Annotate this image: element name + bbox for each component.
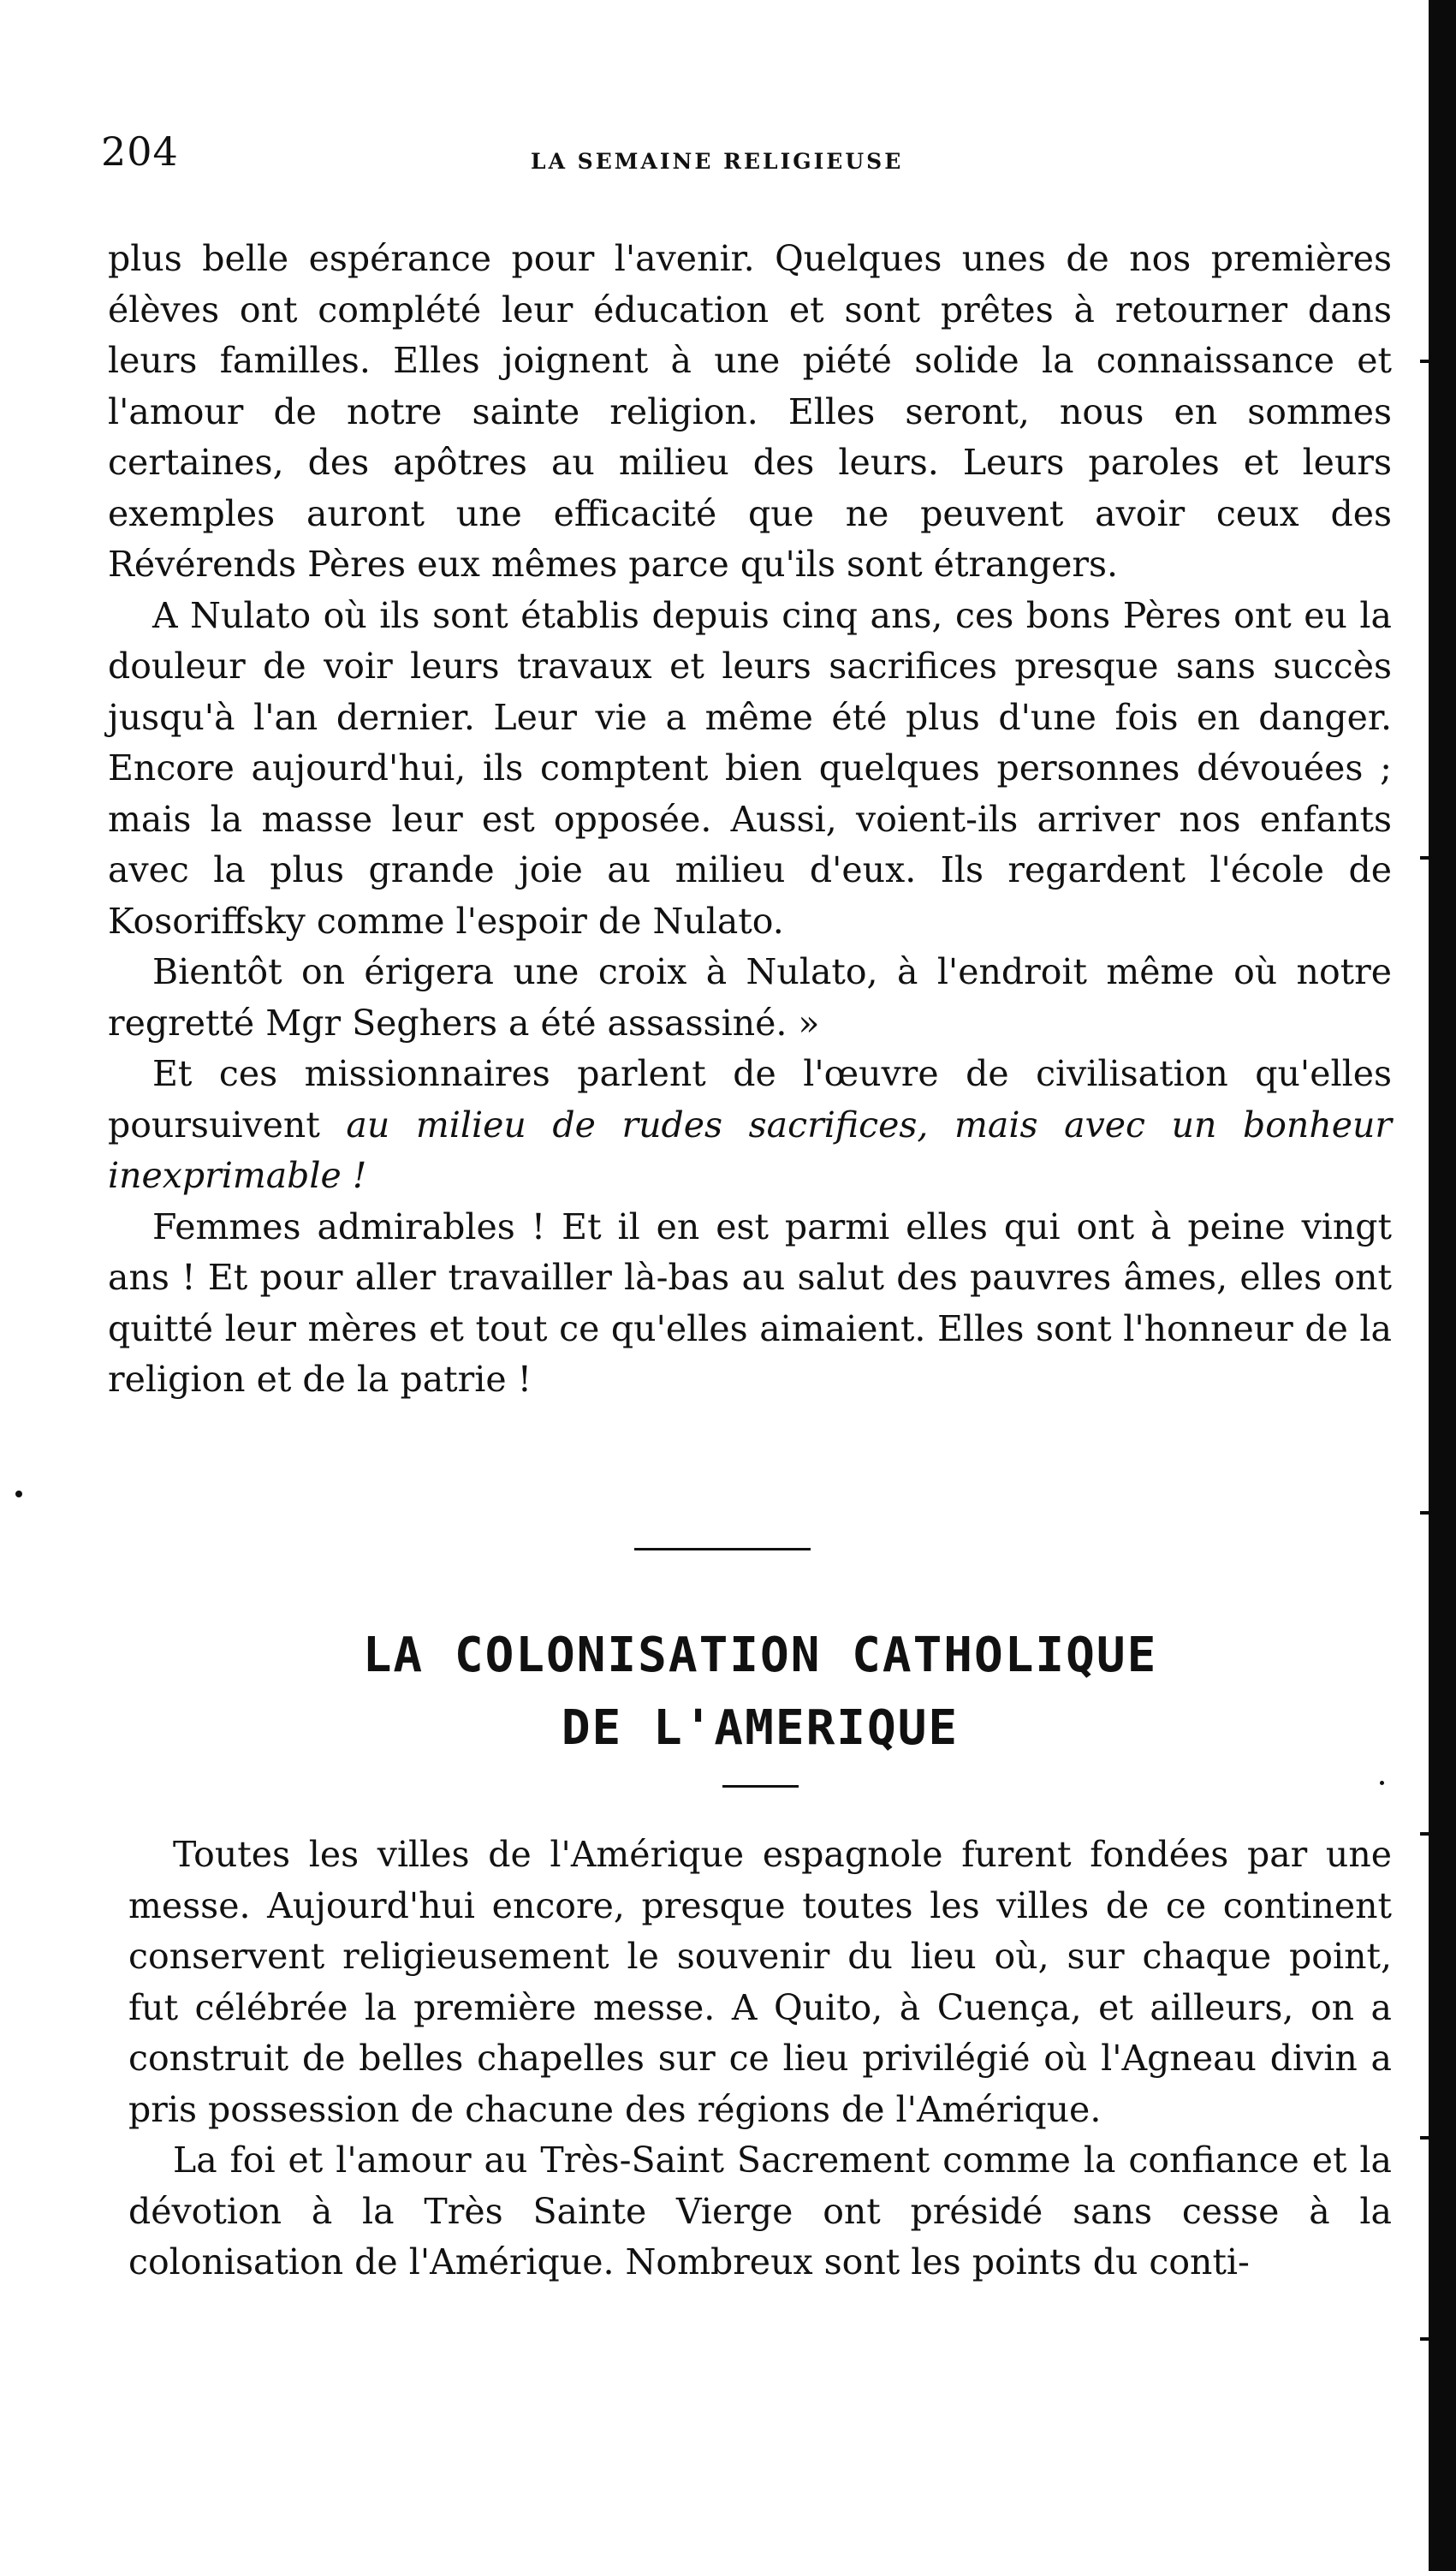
section-body-text (128, 1830, 1392, 2288)
paragraph (108, 1049, 1392, 1202)
title-underline (722, 1785, 799, 1788)
paragraph: Bientôt on érigera une croix à Nulato, à l'endroit même où notre regretté Mgr Seghers a été assassiné. » (108, 951, 1392, 1044)
paragraph: A Nulato où ils sont établis depuis cinq ans, ces bons Pères ont eu la douleur de voir leurs travaux et leurs sacrifices presque sans succès jusqu'à l'an dernier. Leur vie a même été plus d'une fois en danger. Encore aujourd'hui, ils comptent bien quelques personnes dévouées ; mais la masse leur est opposée. Aussi, voient-ils arriver nos enfants avec la plus grande joie au milieu d'eux. Ils regardent l'école de Kosoriffsky comme l'espoir de Nulato. (108, 594, 1392, 942)
running-head: LA SEMAINE RELIGIEUSE (531, 149, 904, 174)
paragraph: plus belle espérance pour l'avenir. Quelques unes de nos premières élèves ont complété leur éducation et sont prêtes à retourner dans leurs familles. Elles joignent à une piété solide la connaissance et l'amour de notre sainte religion. Elles seront, nous en sommes certaines, des apôtres au milieu des leurs. Leurs paroles et leurs exemples auront une efficacité que ne peuvent avoir ceux des Révérends Pères eux mêmes parce qu'ils sont étrangers. (108, 238, 1392, 585)
paragraph: Femmes admirables ! Et il en est parmi elles qui ont à peine vingt ans ! Et pour aller travailler là-bas au salut des pauvres âmes, elles ont quitté leur mères et tout ce qu'elles aimaient. Elles sont l'honneur de la religion et de la patrie ! (108, 1205, 1392, 1400)
section-divider (634, 1548, 811, 1550)
section-title-line-1: LA COLONISATION CATHOLIQUE (362, 1628, 1158, 1683)
paragraph: Toutes les villes de l'Amérique espagnole furent fondées par une messe. Aujourd'hui encore, presque toutes les villes de ce continent conservent religieusement le souvenir du lieu où, sur chaque point, fut célébrée la première messe. A Quito, à Cuença, et ailleurs, on a construit de belles chapelles sur ce lieu privilégié où l'Agneau divin a pris possession de chacune des régions de l'Amérique. (128, 1834, 1392, 2130)
paragraph-text: Et ces missionnaires parlent de l'œuvre de civilisation qu'elles poursuivent (108, 1053, 1392, 1146)
scan-edge-marks (1420, 0, 1429, 2571)
scan-speck (1380, 1781, 1384, 1785)
section-title-line-2: DE L'AMERIQUE (561, 1700, 960, 1756)
scan-page-edge (1429, 0, 1456, 2571)
article-end-text (108, 234, 1392, 1406)
scan-speck (15, 1491, 22, 1497)
paragraph: La foi et l'amour au Très-Saint Sacrement comme la confiance et la dévotion à la Très Sainte Vierge ont présidé sans cesse à la colonisation de l'Amérique. Nombreux sont les points du conti- (128, 2140, 1392, 2282)
italic-phrase: au milieu de rudes sacrifices, mais avec un bonheur inexprimable ! (108, 1104, 1392, 1196)
page-number: 204 (101, 128, 179, 175)
